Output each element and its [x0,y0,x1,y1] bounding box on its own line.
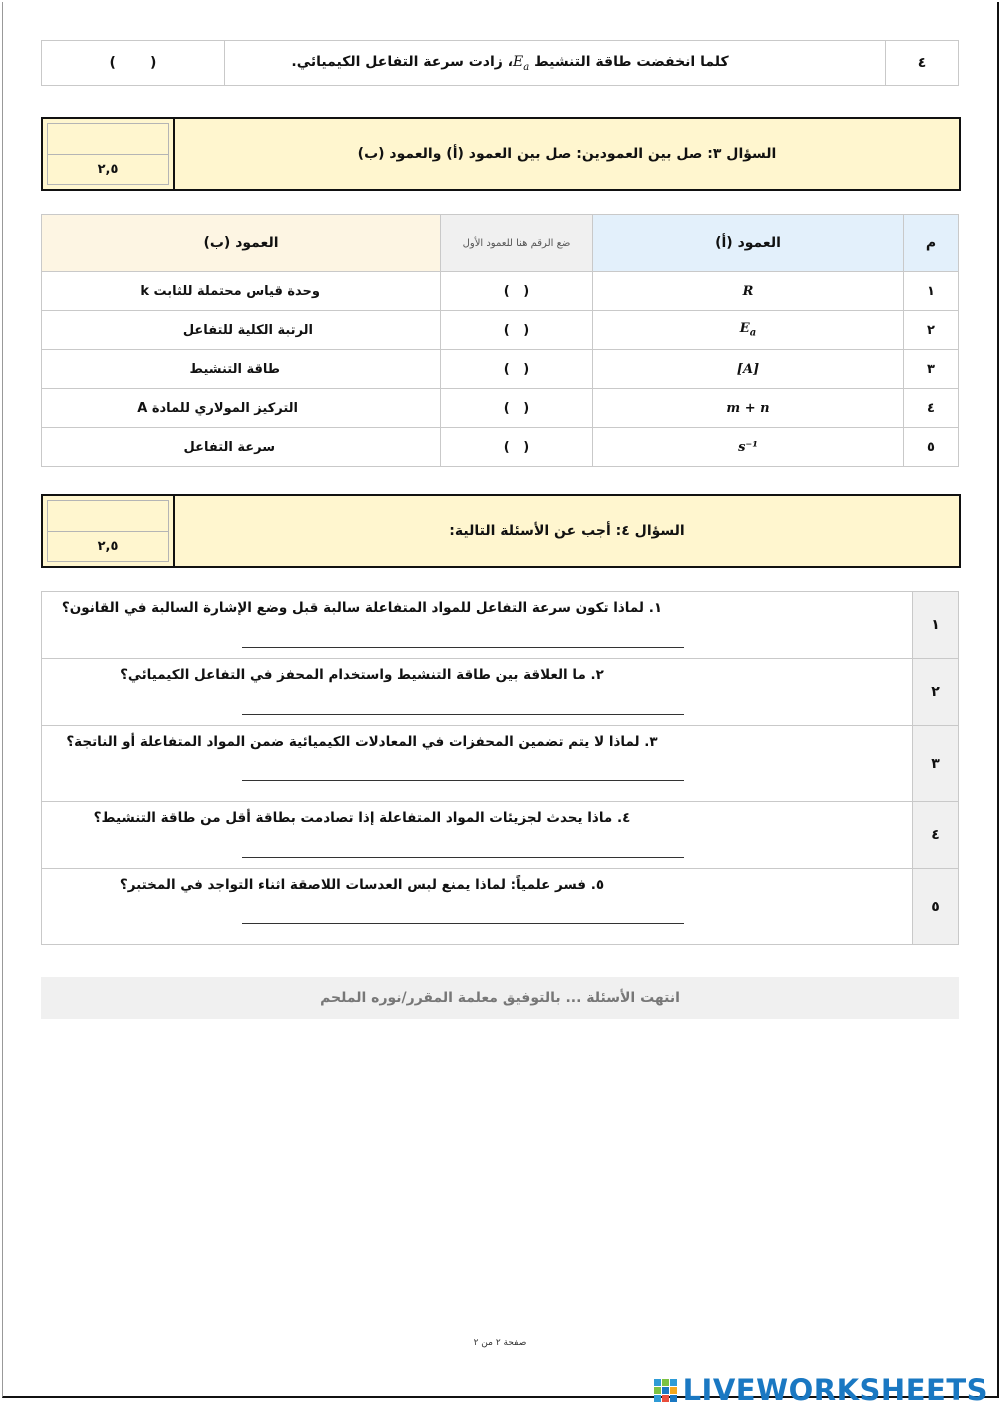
table-row [42,659,959,726]
answer-blank[interactable]: ( ) [441,311,593,350]
question-number: ٢ [913,659,959,726]
page-number: صفحة ٢ من ٢ [473,1338,527,1348]
answer-line[interactable] [242,923,684,924]
question4-title: السؤال ٤: أجب عن الأسئلة التالية: [449,523,685,539]
column-a-cell: s⁻¹ [593,428,904,467]
column-a-header: العمود (أ) [593,215,904,272]
question-text: ٥. فسر علمياً: لماذا يمنع لبس العدسات اللاصقة اثناء التواجد في المختبر؟ [119,877,605,893]
question-cell [42,592,913,659]
liveworksheets-brand [654,1373,988,1407]
answer-blank[interactable]: ( ) [441,428,593,467]
column-b-cell: التركيز المولاري للمادة A [42,389,441,428]
answer-line[interactable] [242,714,684,715]
true-false-row [41,40,959,86]
question-cell [42,802,913,869]
question-number: ٣ [913,726,959,802]
statement-text-before: كلما انخفضت طاقة التنشيط [534,53,729,70]
question3-score-box [43,119,175,189]
row-number: ٢ [904,311,959,350]
column-a-cell: R [593,272,904,311]
column-a-cell: $E_a$ [593,311,904,350]
matching-table [41,214,959,467]
table-row [42,389,959,428]
answer-line[interactable] [242,857,684,858]
activation-energy-symbol: $E_a$ [513,53,530,73]
table-row [42,802,959,869]
table-row [42,350,959,389]
question3-score: ٢,٥ [47,154,169,186]
input-hint-header: ضع الرقم هنا للعمود الأول [441,215,593,272]
answer-line[interactable] [242,647,684,648]
column-b-cell: سرعة التفاعل [42,428,441,467]
closing-note: انتهت الأسئلة ... بالتوفيق معلمة المقرر/نوره الملحم [41,977,959,1019]
answer-blank[interactable]: ( ) [441,272,593,311]
statement-text [225,41,886,86]
column-a-cell: m + n [593,389,904,428]
row-number: ٤ [904,389,959,428]
question-text: ١. لماذا تكون سرعة التفاعل للمواد المتفاعلة سالبة قبل وضع الإشارة السالبة في القانون؟ [61,600,663,616]
score-blank [47,500,169,531]
column-b-cell: الرتبة الكلية للتفاعل [42,311,441,350]
column-a-cell: [A] [593,350,904,389]
question-text: ٣. لماذا لا يتم تضمين المحفزات في المعادلات الكيميائية ضمن المواد المتفاعلة أو الناتجة؟ [66,734,658,750]
essay-questions-table [41,591,959,945]
question-cell [42,869,913,945]
question-number: ٥ [913,869,959,945]
question-text: ٤. ماذا يحدث لجزيئات المواد المتفاعلة إذا تصادمت بطاقة أقل من طاقة التنشيط؟ [93,810,631,826]
table-row [42,869,959,945]
answer-blank[interactable]: ( ) [441,389,593,428]
question-number: ١ [913,592,959,659]
table-row [42,428,959,467]
table-row [42,272,959,311]
question-cell [42,726,913,802]
question-cell [42,659,913,726]
row-number: ٥ [904,428,959,467]
column-b-cell: طاقة التنشيط [42,350,441,389]
question3-title: السؤال ٣: صل بين العمودين: صل بين العمود (أ) والعمود (ب) [357,146,777,162]
table-row [42,311,959,350]
table-row [42,592,959,659]
row-number: ١ [904,272,959,311]
answer-blank[interactable]: ( ) [441,350,593,389]
score-blank [47,123,169,154]
question4-score: ٢,٥ [47,531,169,563]
question-text: ٢. ما العلاقة بين طاقة التنشيط واستخدام المحفز في التفاعل الكيميائي؟ [120,667,604,683]
statement-text-after: ، زادت سرعة التفاعل الكيميائي. [291,53,514,70]
answer-line[interactable] [242,780,684,781]
question3-header [41,117,961,191]
row-number: ٣ [904,350,959,389]
question4-header [41,494,961,568]
question-number: ٤ [913,802,959,869]
true-false-answer-blank[interactable]: ( ) [42,41,225,86]
column-b-cell: وحدة قياس محتملة للثابت k [42,272,441,311]
liveworksheets-logo-icon [654,1379,677,1402]
statement-number: ٤ [886,41,959,86]
brand-name: LIVEWORKSHEETS [682,1373,988,1407]
table-row [42,726,959,802]
question4-score-box [43,496,175,566]
index-header: م [904,215,959,272]
column-b-header: العمود (ب) [42,215,441,272]
